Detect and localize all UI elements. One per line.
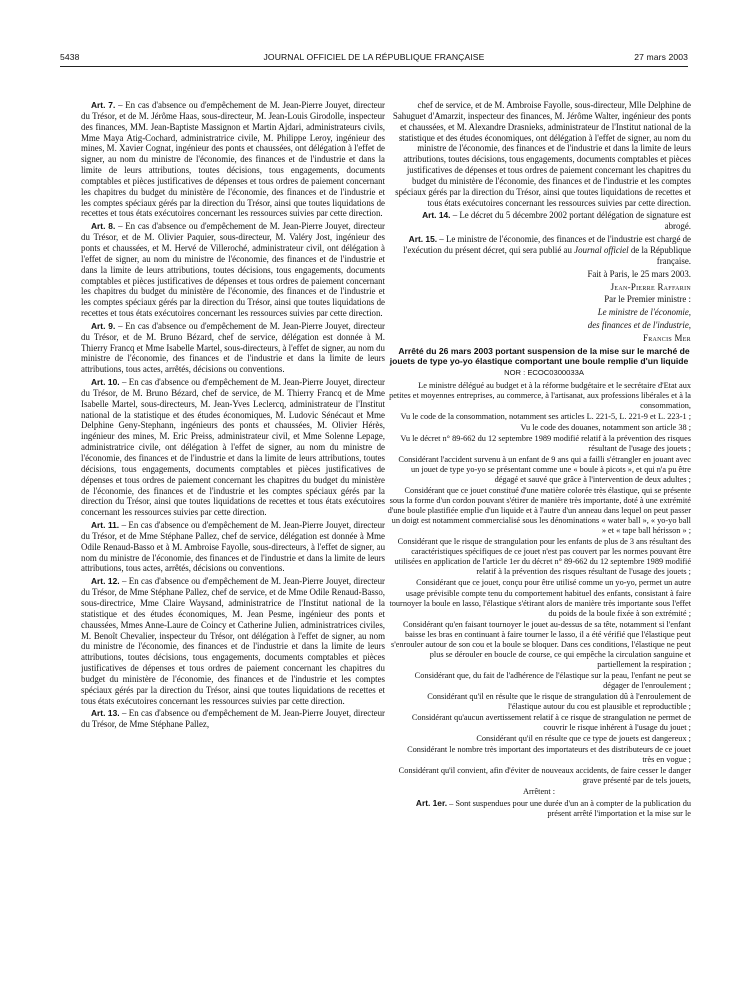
article-label: Art. 7. [91,100,116,110]
paragraph: Considérant que ce jouet, conçu pour être utilisé comme un yo-yo, permet un autre usage prévisible compte tenu du comportement habituel des enfants, consistant à faire tournoyer la boule en lasso, l'élastique s'étirant alors de manière très importante sous l'effet du poids de la boule fixée à son extrémité ; [389,578,691,618]
page-header [60,50,688,67]
article-11 [81,520,385,574]
article-12 [81,576,385,706]
article-13-continued: chef de service, et de M. Ambroise Fayolle, sous-directeur, Mlle Delphine de Sahuguet d'Amarzit, inspecteur des finances, M. Jérôme Walter, ingénieur des ponts et chaussées, et M. Alexandre Drasnieks, administrateur de l'Institut national de la statistique et des études économiques, ont délégation à l'effet de signer, au nom du ministre de l'économie, des finances et de l'industrie et dans la limite de leurs attributions, toutes décisions, tous engagements, documents comptables et pièces justificatives de dépenses et tous ordres de paiement concernant les chapitres du budget du ministère de l'économie, des finances et de l'industrie et les comptes spéciaux gérés par la direction du Trésor, ainsi que toutes liquidations de recettes et tous états exécutoires concernant les ressources suivies par cette direction. [392,100,691,208]
article-label: Art. 10. [91,377,120,388]
arrete-body [387,381,691,820]
article-label: Art. 9. [91,320,116,331]
article-label: Art. 12. [91,576,120,587]
paragraph: Vu le code des douanes, notamment son article 38 ; [520,422,691,432]
arrete-title: Arrêté du 26 mars 2003 portant suspension de la mise sur le marché de jouets de type yo-yo élastique comportant une boule remplie d'un liquide [389,345,690,366]
paragraph: Le ministre délégué au budget et à la réforme budgétaire et le secrétaire d'Etat aux petites et moyennes entreprises, au commerce, à l'artisanat, aux professions libérales et à la consommation, [389,380,691,410]
article-15 [387,234,691,267]
article-14 [387,210,691,232]
article-text: – En cas d'absence ou d'empêchement de M. Jean-Pierre Jouyet, directeur du Trésor, de Mme Stéphane Pallez, chef de service, et de Mme Odile Renaud-Basso, sous-directrice, Mme Claire Waysand, administratrice de l'Institut national de la statistique et des études économiques, M. Jean Pesme, ingénieur des ponts et chaussées, Mmes Anne-Laure de Coincy et Catherine Julien, administratrices civiles, M. Benoît Chevalier, inspecteur du Trésor, ont délégation à l'effet de signer, au nom du ministre de l'économie, des finances et de l'industrie et dans la limite de leurs attributions, toutes décisions, tous engagements, documents comptables et pièces justificatives de dépenses et tous ordres de paiement concernant les chapitres du budget du ministère de l'économie, des finances et de l'industrie et les comptes spéciaux gérés par la direction du Trésor, ainsi que toutes liquidations de recettes et tous états exécutoires concernant les ressources suivies par cette direction. [81,576,385,706]
article-label: Art. 1er. [415,798,448,809]
left-column [81,100,385,980]
article-13 [81,708,385,730]
journal-reference: Journal officiel [574,244,629,255]
paragraph: Considérant qu'en faisant tournoyer le jouet au-dessus de sa tête, notamment si l'enfant baisse les bras en continuant à faire tourner le lasso, il a été vérifié que l'élastique peut s'enrouler autour de son cou et la boule se bloquer. Dans ces conditions, l'élastique ne peut plus se dérouler en boucle de course, ce qui empêche la circulation sanguine et partiellement la respiration ; [391,619,691,669]
article-10 [81,377,385,518]
paragraph: Considérant que ce jouet constitué d'une matière colorée très élastique, qui se présente sous la forme d'un cordon pouvant s'étirer de manière très importante, doté à une extrémité d'une boule plastifiée emplie d'un liquide et à l'autre d'un anneau dans lequel on peut passer un doigt est notamment commercialisé sous les dénominations « water ball », « yo-yo ball » et « tape ball hérisson » ; [387,486,691,536]
page-number: 5438 [60,52,80,62]
article-1 [387,798,691,819]
issue-date: 27 mars 2003 [634,52,688,62]
journal-title: JOURNAL OFFICIEL DE LA RÉPUBLIQUE FRANÇAISE [263,52,485,62]
minister-title-line2: des finances et de l'industrie, [587,320,691,331]
paragraph: Considérant qu'aucun avertissement relatif à ce risque de strangulation ne permet de couvrir le risque inhérent à l'usage du jouet ; [411,713,691,733]
paragraph: Considérant qu'il en résulte que ce type de jouets est dangereux ; [476,734,691,744]
article-text: – En cas d'absence ou d'empêchement de M. Jean-Pierre Jouyet, directeur du Trésor, et de M. Jérôme Haas, sous-directeur, M. Jean-Louis Girodolle, inspecteur des finances, MM. Jean-Baptiste Massignon et Martin Ajdari, administrateurs civils, Mme Maya Atig-Cochard, administratrice civile, M. Philippe Leroy, ingénieur des mines, M. Xavier Cognat, ingénieur des ponts et chaussées, ont délégation à l'effet de signer, au nom du ministre de l'économie, des finances et de l'industrie et dans la limite de leurs attributions, toutes décisions, tous engagements, documents comptables et pièces justificatives de dépenses et tous ordres de paiement concernant les chapitres du budget du ministère de l'économie, des finances et de l'industrie et les comptes spéciaux gérés par la direction du Trésor, ainsi que toutes liquidations de recettes et tous états exécutoires concernant les ressources suivies par cette direction. [81,100,385,219]
article-7 [81,100,385,219]
paragraph: Considérant que le risque de strangulation pour les enfants de plus de 3 ans résultant des caractéristiques spécifiques de ce jouet n'est pas couvert par les normes pouvant être utilisées en application de l'article 1er du décret n° 89-662 du 12 septembre 1989 modifié relatif à la prévention des risques résultant de l'usage des jouets ; [394,537,691,577]
right-column [387,100,691,980]
article-text: – En cas d'absence ou d'empêchement de M. Jean-Pierre Jouyet, directeur du Trésor, et de Mme Stéphane Pallez, chef de service, délégation est donnée à Mme Odile Renaud-Basso et à M. Ambroise Fayolle, sous-directeurs, à l'effet de signer, au nom du ministre de l'économie, des finances et de l'industrie et dans la limite de leurs attributions, tous actes, arrêtés, décisions ou conventions. [81,520,385,574]
article-text: – En cas d'absence ou d'empêchement de M. Jean-Pierre Jouyet, directeur du Trésor, de M. Bruno Bézard, chef de service, de M. Thierry Francq et de Mme Isabelle Martel, sous-directeurs, M. Jean-Yves Leclercq, administrateur de l'Institut national de la statistique et des études économiques, M. Ludovic Sénécaut et Mme Delphine Geny-Stephann, ingénieurs des ponts et chaussées, M. Olivier Hérès, ingénieur des mines, M. Eric Preiss, administrateur civil, et Mme Solenne Lepage, administratrice civile, ont délégation à l'effet de signer, au nom du ministre de l'économie, des finances et de l'industrie et dans la limite de leurs attributions, toutes décisions, tous engagements, documents comptables et pièces justificatives de dépenses et tous ordres de paiement concernant les chapitres du budget du ministère de l'économie, des finances et de l'industrie et les comptes spéciaux gérés par la direction du Trésor, ainsi que toutes liquidations de recettes et tous états exécutoires concernant les ressources suivies par cette direction. [81,377,385,518]
nor-reference: NOR : ECOC0300033A [504,367,584,377]
paragraph: Considérant qu'il en résulte que le risque de strangulation dû à l'enroulement de l'élastique autour du cou est plausible et reproductible ; [427,691,691,712]
paragraph: Considérant que, du fait de l'adhérence de l'élastique sur la peau, l'enfant ne peut se dégager de l'enroulement ; [414,670,691,690]
paragraph: Considérant le nombre très important des importateurs et des distributeurs de ce jouet très en vogue ; [407,745,691,765]
minister-title-line1: Le ministre de l'économie, [597,307,691,318]
minister-name: Francis Mer [642,332,691,343]
article-text: – Le ministre de l'économie, des finances et de l'industrie est chargé de l'exécution du présent décret, qui sera publié au [403,234,691,255]
paragraph: Vu le code de la consommation, notamment ses articles L. 221-5, L. 221-9 et L. 223-1 ; [400,411,691,421]
arretent-heading: Arrêtent : [522,787,556,797]
article-text: – En cas d'absence ou d'empêchement de M. Jean-Pierre Jouyet, directeur du Trésor, et de M. Olivier Paquier, sous-directeur, M. Valéry Jost, ingénieur des ponts et chaussées, et M. Hervé de Villeroché, administrateur civil, ont délégation à l'effet de signer, au nom du ministre de l'économie, des finances et de l'industrie et dans la limite de leurs attributions, toutes décisions, tous engagements, documents comptables et pièces justificatives de dépenses et tous ordres de paiement concernant les chapitres du budget du ministère de l'économie, des finances et de l'industrie et les comptes spéciaux gérés par la direction du Trésor, ainsi que toutes liquidations de recettes et tous états exécutoires concernant les ressources suivies par cette direction. [81,221,385,319]
article-text: – En cas d'absence ou d'empêchement de M. Jean-Pierre Jouyet, directeur du Trésor, et de M. Bruno Bézard, chef de service, délégation est donnée à M. Thierry Francq et Mme Isabelle Martel, sous-directeurs, à l'effet de signer, au nom du ministre de l'économie, des finances et de l'industrie et dans la limite de leurs attributions, tous actes, arrêtés, décisions ou conventions. [81,320,385,375]
article-label: Art. 11. [91,520,120,531]
article-9 [81,321,385,375]
signatory-name: Jean-Pierre Raffarin [610,281,691,292]
par-premier-ministre: Par le Premier ministre : [604,294,691,305]
article-text: – Sont suspendues pour une durée d'un an à compter de la publication du présent arrêté l'importation et la mise sur le [449,799,691,819]
article-label: Art. 15. [408,234,438,245]
article-text: – Le décret du 5 décembre 2002 portant délégation de signature est abrogé. [452,210,691,232]
paragraph: Vu le décret n° 89-662 du 12 septembre 1989 modifié relatif à la prévention des risques résultant de l'usage des jouets ; [400,433,691,453]
fait-a-paris: Fait à Paris, le 25 mars 2003. [587,268,691,279]
article-text: – En cas d'absence ou d'empêchement de M. Jean-Pierre Jouyet, directeur du Trésor, de Mme Stéphane Pallez, [81,708,385,730]
article-label: Art. 8. [91,221,116,232]
paragraph: Considérant qu'il convient, afin d'éviter de nouveaux accidents, de faire cesser le danger grave présenté par de tels jouets, [398,766,691,786]
article-label: Art. 14. [422,210,451,221]
article-label: Art. 13. [91,708,120,719]
article-8 [81,221,385,319]
article-text-end: de la République française. [630,244,691,266]
paragraph: Considérant l'accident survenu à un enfant de 9 ans qui a failli s'étrangler en jouant avec un jouet de type yo-yo se présentant comme une « boule à picots », et qui n'a pu être dégagé et sauvé que grâce à l'intervention de deux adultes ; [398,454,691,484]
